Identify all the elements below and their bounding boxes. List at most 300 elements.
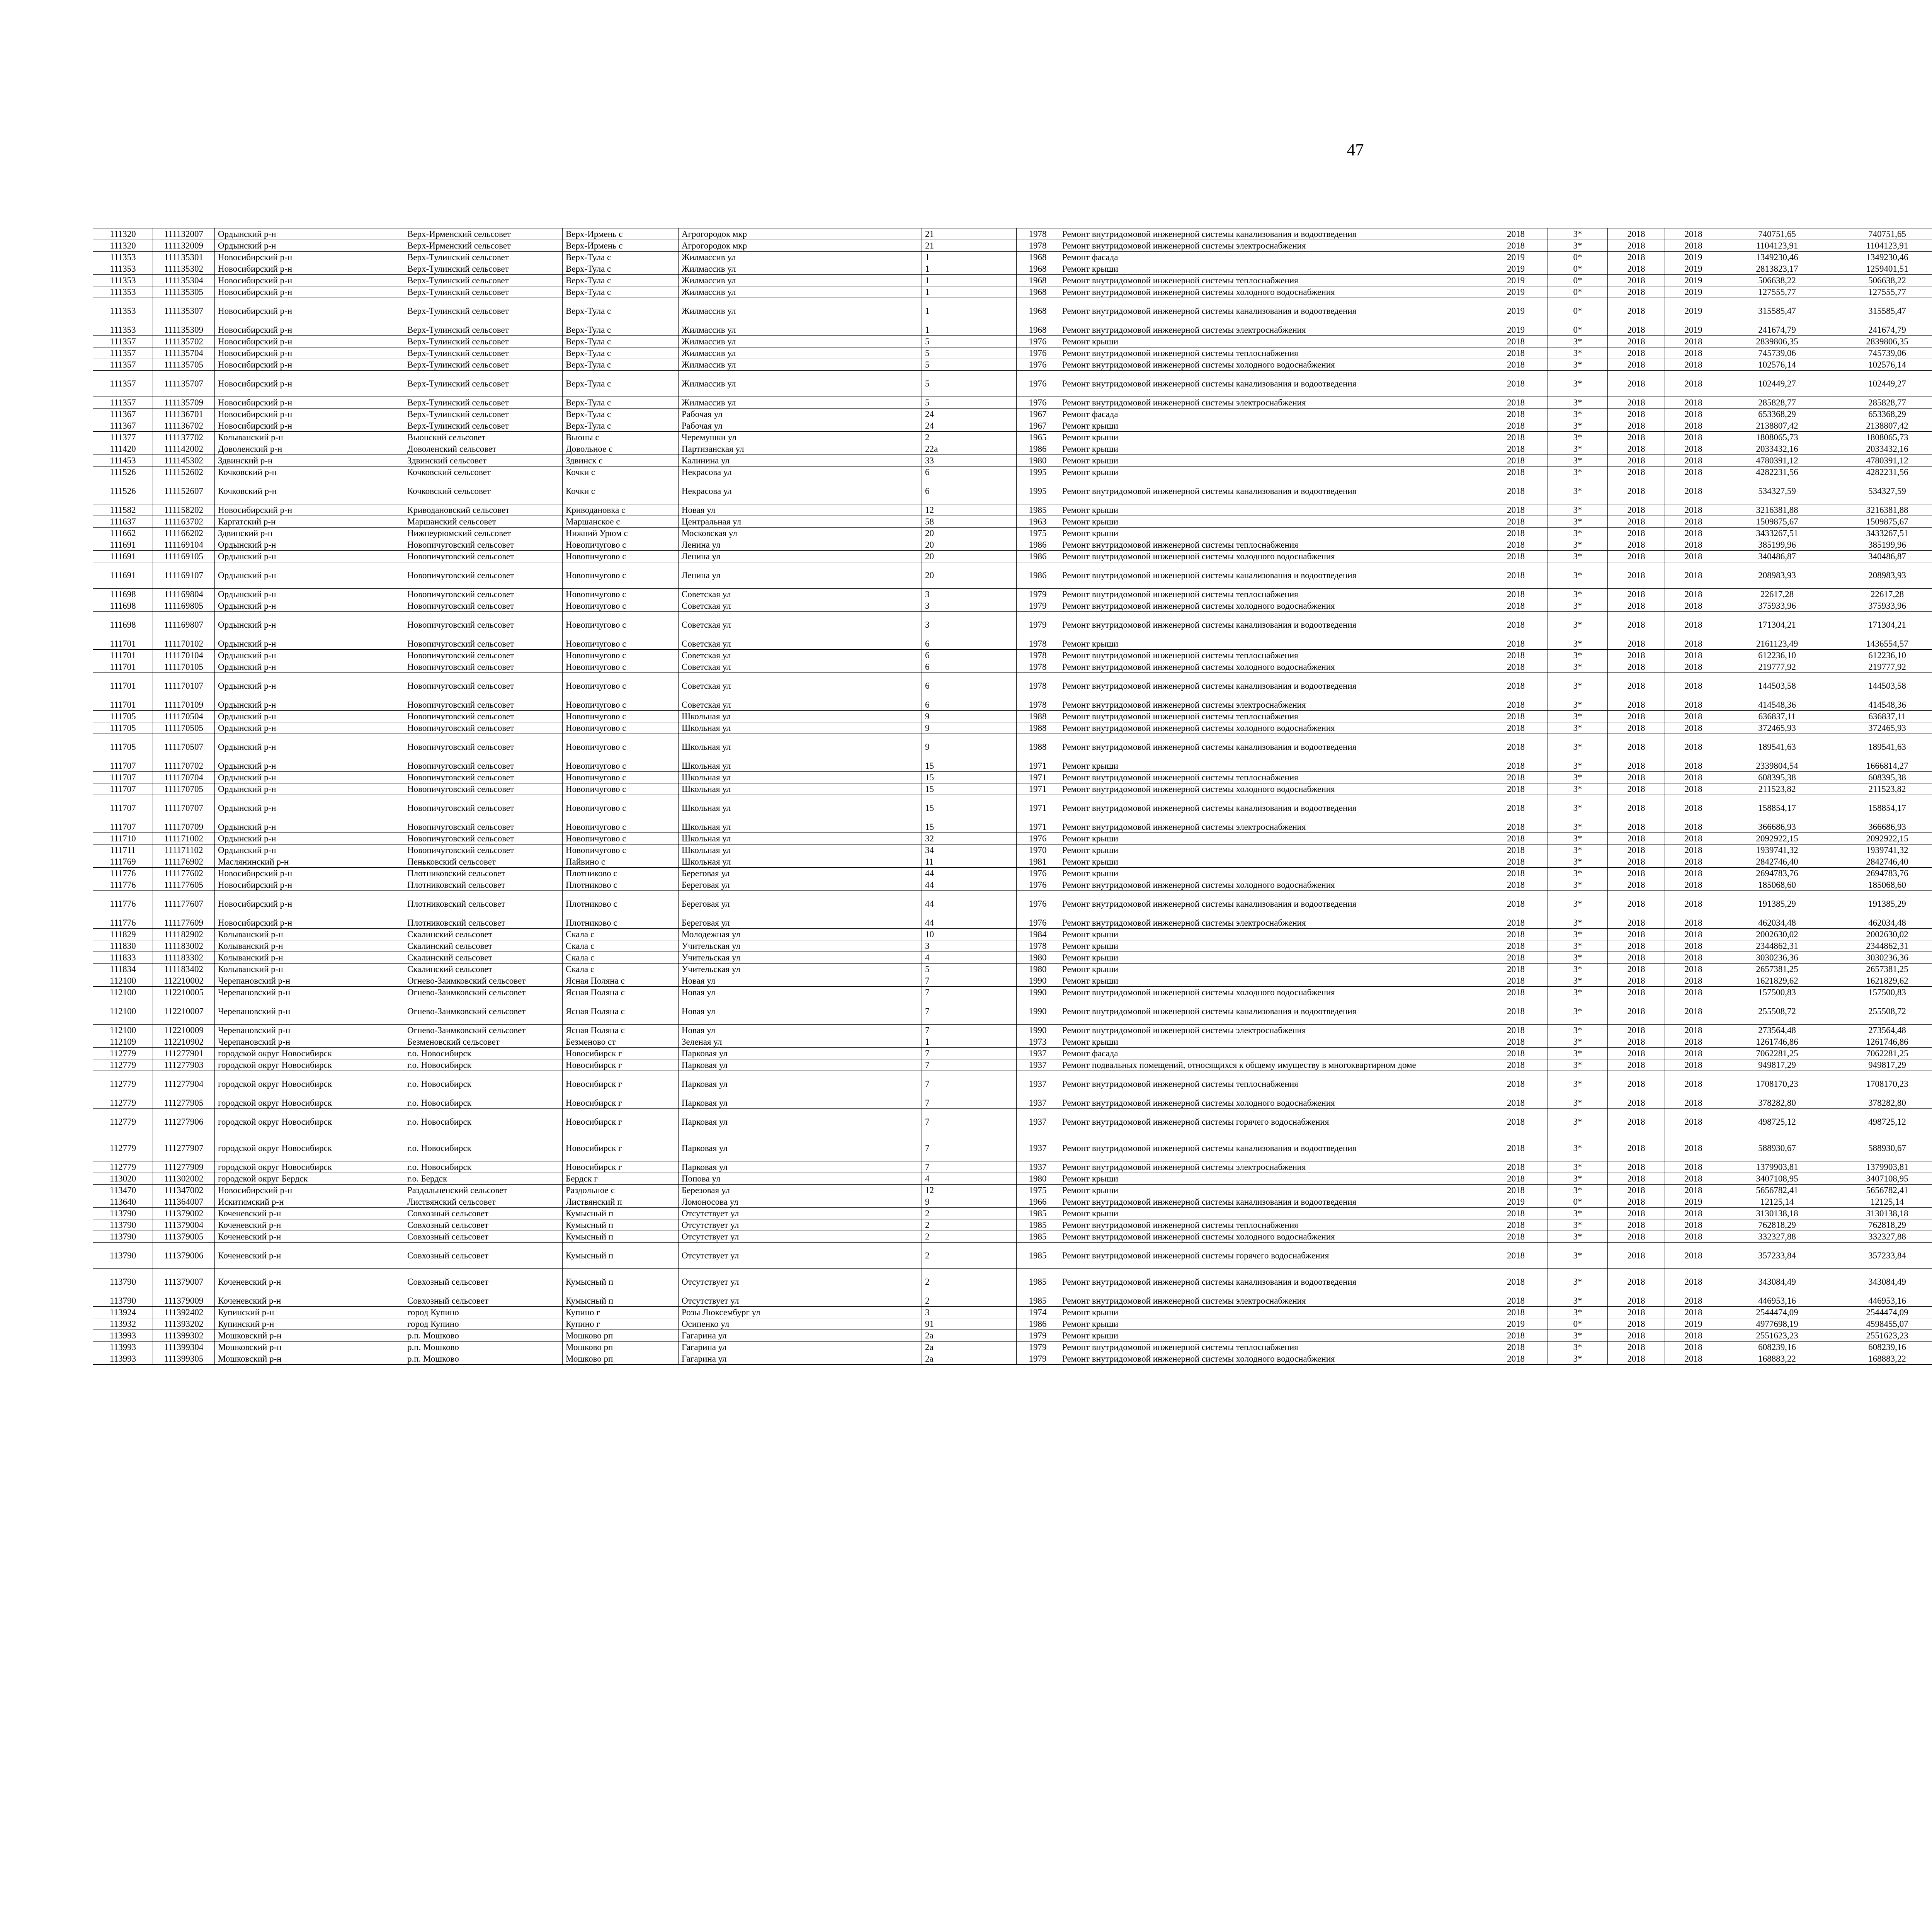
cell-district: Кочковский р-н [215,466,404,478]
cell-status: 3* [1548,589,1608,600]
cell-fund-cost: 168883,22 [1832,1353,1932,1365]
cell-building [970,516,1017,528]
cell-total-cost: 4282231,56 [1722,466,1832,478]
cell-district: Мошковский р-н [215,1353,404,1365]
cell-house-id: 111320 [93,228,153,240]
cell-total-cost: 2551623,23 [1722,1330,1832,1342]
cell-street: Ломоносова ул [679,1196,922,1208]
table-row [93,783,1932,795]
cell-status: 3* [1548,821,1608,833]
cell-building [970,1135,1017,1161]
cell-street: Некрасова ул [679,478,922,504]
table-row [93,661,1932,673]
cell-district: Колыванский р-н [215,964,404,975]
cell-status: 0* [1548,298,1608,324]
cell-house-id: 111353 [93,324,153,336]
cell-start-year: 2018 [1608,420,1665,432]
cell-house-id: 113993 [93,1342,153,1353]
cell-total-cost: 2842746,40 [1722,856,1832,868]
cell-municipality: Новопичуговский сельсовет [404,589,563,600]
cell-build-year: 1976 [1017,347,1059,359]
cell-work-type: Ремонт внутридомовой инженерной системы холодного водоснабжения [1059,359,1484,371]
cell-district: Черепановский р-н [215,1036,404,1048]
cell-house-id: 111698 [93,612,153,638]
table-row [93,275,1932,286]
cell-district: Новосибирский р-н [215,879,404,891]
cell-street: Гагарина ул [679,1342,922,1353]
cell-work-type: Ремонт внутридомовой инженерной системы холодного водоснабжения [1059,661,1484,673]
cell-end-year: 2018 [1665,1219,1722,1231]
cell-house-id: 111582 [93,504,153,516]
cell-plan-year: 2018 [1484,1173,1548,1185]
cell-municipality: Совхозный сельсовет [404,1269,563,1295]
cell-fund-cost: 191385,29 [1832,891,1932,917]
table-row [93,699,1932,711]
cell-start-year: 2018 [1608,600,1665,612]
cell-district: Коченевский р-н [215,1219,404,1231]
cell-municipality: Новопичуговский сельсовет [404,844,563,856]
cell-municipality: Новопичуговский сельсовет [404,638,563,650]
cell-municipality: Новопичуговский сельсовет [404,600,563,612]
cell-build-year: 1995 [1017,478,1059,504]
cell-plan-year: 2018 [1484,420,1548,432]
cell-settlement: Верх-Ирмень с [563,228,679,240]
cell-work-id: 111136702 [153,420,215,432]
cell-district: Каргатский р-н [215,516,404,528]
table-row [93,1048,1932,1059]
cell-settlement: Верх-Тула с [563,371,679,397]
cell-build-year: 1967 [1017,409,1059,420]
cell-build-year: 1985 [1017,1269,1059,1295]
cell-work-type: Ремонт внутридомовой инженерной системы горячего водоснабжения [1059,1243,1484,1269]
cell-building [970,443,1017,455]
cell-status: 3* [1548,443,1608,455]
cell-total-cost: 414548,36 [1722,699,1832,711]
cell-settlement: Плотниково с [563,917,679,929]
cell-start-year: 2018 [1608,952,1665,964]
cell-street: Жилмассив ул [679,252,922,263]
cell-work-type: Ремонт внутридомовой инженерной системы теплоснабжения [1059,650,1484,661]
cell-total-cost: 446953,16 [1722,1295,1832,1307]
cell-work-id: 111132007 [153,228,215,240]
cell-building [970,821,1017,833]
cell-settlement: Верх-Тула с [563,336,679,347]
cell-work-type: Ремонт внутридомовой инженерной системы канализования и водоотведения [1059,298,1484,324]
cell-fund-cost: 378282,80 [1832,1097,1932,1109]
cell-district: Коченевский р-н [215,1269,404,1295]
cell-fund-cost: 208983,93 [1832,562,1932,589]
cell-status: 3* [1548,772,1608,783]
table-row [93,856,1932,868]
cell-fund-cost: 5656782,41 [1832,1185,1932,1196]
cell-house-number: 2 [922,1243,970,1269]
cell-status: 3* [1548,661,1608,673]
cell-work-id: 111152607 [153,478,215,504]
cell-fund-cost: 653368,29 [1832,409,1932,420]
cell-work-type: Ремонт крыши [1059,1208,1484,1219]
cell-settlement: Кумысный п [563,1219,679,1231]
cell-build-year: 1985 [1017,1208,1059,1219]
cell-plan-year: 2019 [1484,263,1548,275]
cell-municipality: Верх-Тулинский сельсовет [404,252,563,263]
cell-end-year: 2019 [1665,252,1722,263]
cell-work-type: Ремонт внутридомовой инженерной системы холодного водоснабжения [1059,600,1484,612]
cell-house-id: 111707 [93,821,153,833]
cell-end-year: 2018 [1665,1185,1722,1196]
table-row [93,1231,1932,1243]
cell-house-number: 44 [922,868,970,879]
cell-status: 3* [1548,1243,1608,1269]
cell-work-id: 111176902 [153,856,215,868]
cell-end-year: 2018 [1665,1097,1722,1109]
cell-street: Береговая ул [679,917,922,929]
cell-street: Черемушки ул [679,432,922,443]
cell-plan-year: 2018 [1484,1059,1548,1071]
cell-work-id: 111137702 [153,432,215,443]
cell-building [970,551,1017,562]
cell-settlement: Верх-Тула с [563,397,679,409]
cell-street: Жилмассив ул [679,397,922,409]
cell-municipality: Верх-Тулинский сельсовет [404,347,563,359]
cell-house-number: 2 [922,1295,970,1307]
cell-status: 3* [1548,650,1608,661]
cell-work-type: Ремонт внутридомовой инженерной системы теплоснабжения [1059,347,1484,359]
cell-settlement: Безменово ст [563,1036,679,1048]
cell-house-number: 22а [922,443,970,455]
cell-work-id: 111379005 [153,1231,215,1243]
cell-start-year: 2018 [1608,1196,1665,1208]
cell-house-id: 112779 [93,1071,153,1097]
table-row [93,1219,1932,1231]
cell-start-year: 2018 [1608,466,1665,478]
cell-work-type: Ремонт внутридомовой инженерной системы электроснабжения [1059,397,1484,409]
cell-work-type: Ремонт внутридомовой инженерной системы канализования и водоотведения [1059,673,1484,699]
cell-total-cost: 2161123,49 [1722,638,1832,650]
cell-status: 3* [1548,504,1608,516]
cell-total-cost: 608239,16 [1722,1342,1832,1353]
cell-work-type: Ремонт внутридомовой инженерной системы холодного водоснабжения [1059,722,1484,734]
cell-work-type: Ремонт внутридомовой инженерной системы электроснабжения [1059,699,1484,711]
cell-build-year: 1980 [1017,952,1059,964]
cell-building [970,711,1017,722]
cell-plan-year: 2018 [1484,1048,1548,1059]
cell-building [970,844,1017,856]
cell-start-year: 2018 [1608,551,1665,562]
cell-municipality: Скалинский сельсовет [404,964,563,975]
cell-district: Черепановский р-н [215,1025,404,1036]
cell-municipality: Совхозный сельсовет [404,1231,563,1243]
capital-repair-register-table [93,228,1932,1365]
cell-work-id: 111170104 [153,650,215,661]
cell-total-cost: 740751,65 [1722,228,1832,240]
cell-street: Жилмассив ул [679,347,922,359]
cell-building [970,252,1017,263]
cell-start-year: 2018 [1608,638,1665,650]
cell-municipality: Раздольненский сельсовет [404,1185,563,1196]
cell-work-type: Ремонт крыши [1059,1173,1484,1185]
cell-status: 3* [1548,699,1608,711]
cell-building [970,420,1017,432]
cell-district: городской округ Новосибирск [215,1059,404,1071]
cell-end-year: 2018 [1665,844,1722,856]
cell-plan-year: 2018 [1484,397,1548,409]
cell-end-year: 2018 [1665,711,1722,722]
cell-work-type: Ремонт крыши [1059,420,1484,432]
cell-street: Советская ул [679,673,922,699]
cell-total-cost: 340486,87 [1722,551,1832,562]
cell-plan-year: 2018 [1484,734,1548,760]
cell-work-type: Ремонт внутридомовой инженерной системы теплоснабжения [1059,539,1484,551]
cell-status: 3* [1548,528,1608,539]
cell-start-year: 2018 [1608,504,1665,516]
cell-building [970,891,1017,917]
cell-end-year: 2018 [1665,1071,1722,1097]
cell-plan-year: 2018 [1484,891,1548,917]
cell-settlement: Плотниково с [563,868,679,879]
cell-house-id: 111776 [93,891,153,917]
cell-status: 3* [1548,1307,1608,1318]
cell-plan-year: 2018 [1484,562,1548,589]
cell-district: Здвинский р-н [215,528,404,539]
table-row [93,844,1932,856]
cell-fund-cost: 2842746,40 [1832,856,1932,868]
cell-end-year: 2018 [1665,228,1722,240]
cell-work-id: 111277906 [153,1109,215,1135]
cell-settlement: Новосибирск г [563,1097,679,1109]
cell-work-id: 111135304 [153,275,215,286]
cell-start-year: 2018 [1608,673,1665,699]
cell-work-id: 111379007 [153,1269,215,1295]
cell-building [970,868,1017,879]
cell-start-year: 2018 [1608,336,1665,347]
cell-total-cost: 534327,59 [1722,478,1832,504]
cell-plan-year: 2018 [1484,929,1548,940]
cell-house-id: 113790 [93,1295,153,1307]
cell-fund-cost: 1666814,27 [1832,760,1932,772]
cell-street: Новая ул [679,504,922,516]
table-row [93,987,1932,998]
cell-district: Ордынский р-н [215,228,404,240]
cell-total-cost: 2657381,25 [1722,964,1832,975]
cell-end-year: 2018 [1665,975,1722,987]
cell-build-year: 1937 [1017,1071,1059,1097]
cell-work-id: 111135302 [153,263,215,275]
cell-district: Коченевский р-н [215,1243,404,1269]
cell-total-cost: 3433267,51 [1722,528,1832,539]
cell-work-type: Ремонт внутридомовой инженерной системы электроснабжения [1059,1025,1484,1036]
cell-fund-cost: 612236,10 [1832,650,1932,661]
cell-street: Советская ул [679,661,922,673]
cell-municipality: Скалинский сельсовет [404,952,563,964]
cell-plan-year: 2019 [1484,324,1548,336]
cell-total-cost: 5656782,41 [1722,1185,1832,1196]
cell-building [970,324,1017,336]
cell-work-type: Ремонт фасада [1059,1048,1484,1059]
cell-work-id: 112210009 [153,1025,215,1036]
cell-start-year: 2018 [1608,1231,1665,1243]
cell-status: 3* [1548,420,1608,432]
cell-house-number: 6 [922,661,970,673]
cell-status: 3* [1548,1071,1608,1097]
cell-work-id: 111135309 [153,324,215,336]
cell-start-year: 2018 [1608,478,1665,504]
cell-end-year: 2018 [1665,371,1722,397]
cell-house-number: 9 [922,734,970,760]
cell-street: Некрасова ул [679,466,922,478]
cell-build-year: 1990 [1017,1025,1059,1036]
cell-work-id: 111399304 [153,1342,215,1353]
cell-fund-cost: 4598455,07 [1832,1318,1932,1330]
table-row [93,1295,1932,1307]
cell-municipality: Верх-Тулинский сельсовет [404,263,563,275]
cell-total-cost: 612236,10 [1722,650,1832,661]
cell-work-id: 111177609 [153,917,215,929]
cell-total-cost: 3216381,88 [1722,504,1832,516]
cell-fund-cost: 2138807,42 [1832,420,1932,432]
cell-work-id: 111135704 [153,347,215,359]
table-row [93,1097,1932,1109]
cell-municipality: г.о. Бердск [404,1173,563,1185]
cell-total-cost: 653368,29 [1722,409,1832,420]
cell-status: 3* [1548,1330,1608,1342]
cell-end-year: 2019 [1665,298,1722,324]
cell-house-id: 111357 [93,336,153,347]
cell-street: Школьная ул [679,772,922,783]
cell-municipality: Доволенский сельсовет [404,443,563,455]
table-row [93,1071,1932,1097]
cell-settlement: Кочки с [563,466,679,478]
cell-fund-cost: 462034,48 [1832,917,1932,929]
cell-house-number: 7 [922,975,970,987]
cell-start-year: 2018 [1608,298,1665,324]
cell-house-id: 113924 [93,1307,153,1318]
cell-work-id: 111392402 [153,1307,215,1318]
cell-building [970,917,1017,929]
cell-total-cost: 3030236,36 [1722,952,1832,964]
cell-status: 3* [1548,409,1608,420]
cell-building [970,286,1017,298]
cell-plan-year: 2018 [1484,432,1548,443]
cell-plan-year: 2018 [1484,528,1548,539]
cell-street: Парковая ул [679,1071,922,1097]
cell-municipality: г.о. Новосибирск [404,1109,563,1135]
cell-municipality: Новопичуговский сельсовет [404,650,563,661]
cell-total-cost: 357233,84 [1722,1243,1832,1269]
cell-status: 3* [1548,833,1608,844]
cell-municipality: Совхозный сельсовет [404,1208,563,1219]
cell-start-year: 2018 [1608,371,1665,397]
cell-district: Новосибирский р-н [215,420,404,432]
cell-settlement: Новопичугово с [563,673,679,699]
cell-work-id: 111393202 [153,1318,215,1330]
table-row [93,504,1932,516]
cell-house-id: 113993 [93,1353,153,1365]
cell-fund-cost: 4780391,12 [1832,455,1932,466]
cell-work-id: 112210002 [153,975,215,987]
cell-status: 3* [1548,1185,1608,1196]
cell-end-year: 2018 [1665,1342,1722,1353]
cell-work-id: 111170505 [153,722,215,734]
cell-work-id: 111136701 [153,409,215,420]
cell-district: Ордынский р-н [215,589,404,600]
cell-building [970,397,1017,409]
cell-start-year: 2018 [1608,324,1665,336]
cell-build-year: 1979 [1017,600,1059,612]
cell-end-year: 2018 [1665,612,1722,638]
cell-house-id: 111691 [93,562,153,589]
cell-build-year: 1990 [1017,998,1059,1025]
cell-house-number: 2 [922,1219,970,1231]
cell-end-year: 2018 [1665,1307,1722,1318]
cell-status: 3* [1548,539,1608,551]
cell-build-year: 1985 [1017,1231,1059,1243]
cell-status: 0* [1548,252,1608,263]
cell-house-id: 111710 [93,833,153,844]
cell-end-year: 2018 [1665,1048,1722,1059]
cell-district: Искитимский р-н [215,1196,404,1208]
cell-end-year: 2018 [1665,638,1722,650]
cell-build-year: 1973 [1017,1036,1059,1048]
cell-house-id: 112779 [93,1059,153,1071]
cell-fund-cost: 102576,14 [1832,359,1932,371]
table-row [93,638,1932,650]
cell-status: 3* [1548,734,1608,760]
cell-house-id: 111705 [93,711,153,722]
cell-plan-year: 2019 [1484,275,1548,286]
cell-fund-cost: 211523,82 [1832,783,1932,795]
cell-build-year: 1988 [1017,734,1059,760]
cell-status: 3* [1548,1097,1608,1109]
cell-build-year: 1971 [1017,760,1059,772]
cell-start-year: 2018 [1608,821,1665,833]
cell-fund-cost: 2551623,23 [1832,1330,1932,1342]
cell-total-cost: 2344862,31 [1722,940,1832,952]
cell-street: Школьная ул [679,795,922,821]
cell-start-year: 2018 [1608,1342,1665,1353]
cell-status: 3* [1548,795,1608,821]
cell-fund-cost: 315585,47 [1832,298,1932,324]
cell-total-cost: 273564,48 [1722,1025,1832,1036]
cell-building [970,240,1017,252]
cell-work-type: Ремонт крыши [1059,638,1484,650]
cell-fund-cost: 2092922,15 [1832,833,1932,844]
cell-plan-year: 2019 [1484,1196,1548,1208]
cell-work-id: 111170109 [153,699,215,711]
cell-build-year: 1976 [1017,879,1059,891]
cell-street: Жилмассив ул [679,336,922,347]
cell-total-cost: 241674,79 [1722,324,1832,336]
cell-end-year: 2018 [1665,1295,1722,1307]
cell-end-year: 2018 [1665,1208,1722,1219]
cell-house-number: 5 [922,359,970,371]
cell-house-id: 113790 [93,1208,153,1219]
cell-plan-year: 2019 [1484,1318,1548,1330]
cell-start-year: 2018 [1608,699,1665,711]
cell-street: Школьная ул [679,760,922,772]
cell-building [970,699,1017,711]
cell-street: Отсутствует ул [679,1269,922,1295]
cell-house-number: 2а [922,1330,970,1342]
cell-settlement: Скала с [563,940,679,952]
cell-build-year: 1986 [1017,539,1059,551]
cell-municipality: Новопичуговский сельсовет [404,661,563,673]
cell-end-year: 2019 [1665,286,1722,298]
cell-municipality: Верх-Тулинский сельсовет [404,359,563,371]
cell-plan-year: 2018 [1484,539,1548,551]
cell-work-id: 111152602 [153,466,215,478]
cell-municipality: Новопичуговский сельсовет [404,821,563,833]
cell-street: Парковая ул [679,1135,922,1161]
